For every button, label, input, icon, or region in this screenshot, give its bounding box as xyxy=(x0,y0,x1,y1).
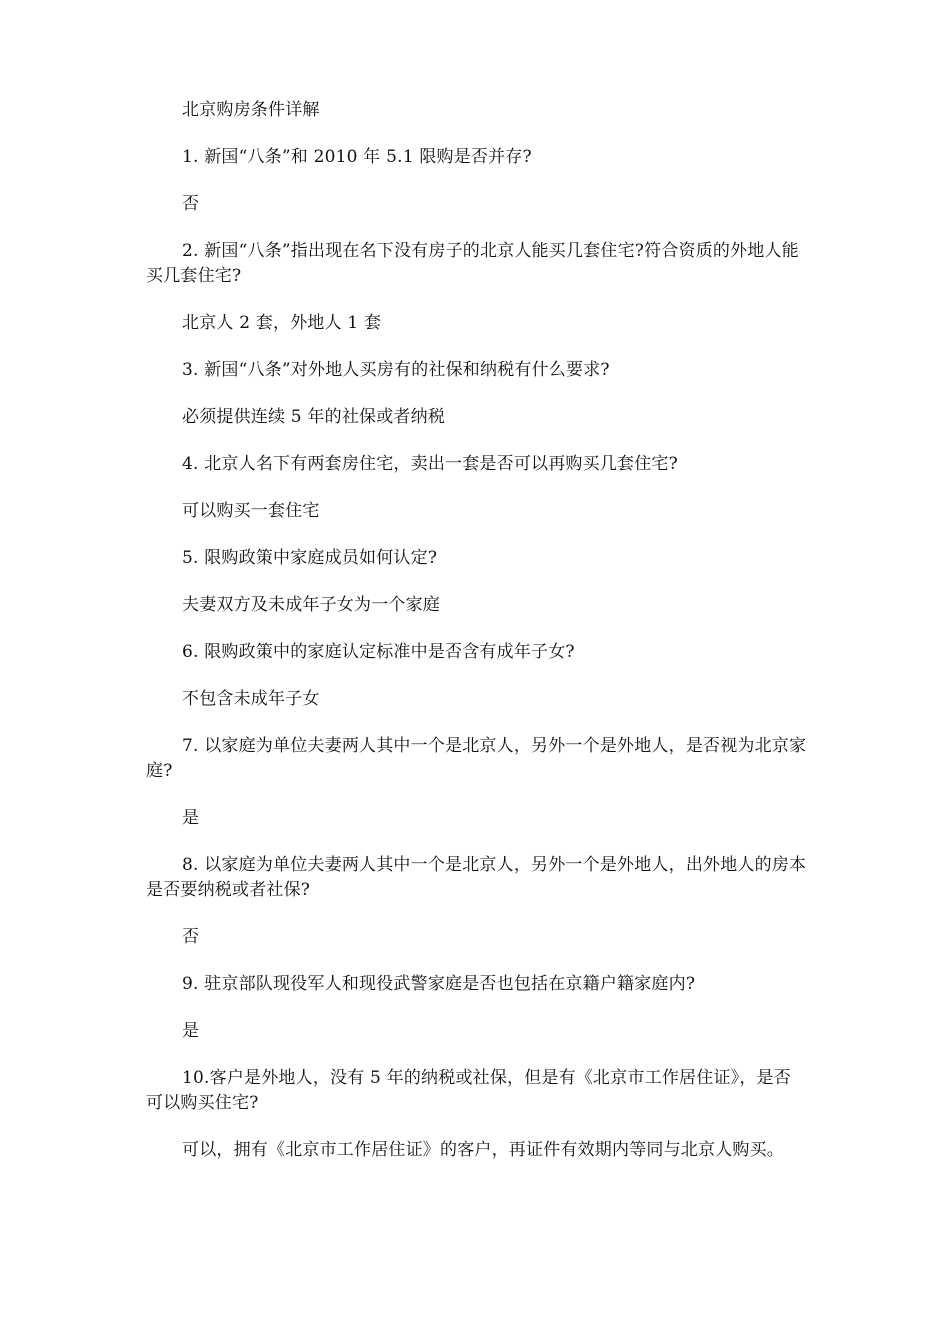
answer-4: 可以购买一套住宅 xyxy=(182,501,320,521)
question-9: 9. 驻京部队现役军人和现役武警家庭是否也包括在京籍户籍家庭内? xyxy=(182,974,696,994)
question-8: 8. 以家庭为单位夫妻两人其中一个是北京人，另外一个是外地人，出外地人的房本是否要纳税或者社保? xyxy=(146,855,807,900)
answer-8: 否 xyxy=(182,927,200,947)
answer-5: 夫妻双方及未成年子女为一个家庭 xyxy=(182,595,440,615)
question-5: 5. 限购政策中家庭成员如何认定? xyxy=(182,548,438,568)
question-1: 1. 新国“八条”和 2010 年 5.1 限购是否并存? xyxy=(182,147,532,167)
question-2: 2. 新国“八条”指出现在名下没有房子的北京人能买几套住宅?符合资质的外地人能买几套住宅? xyxy=(146,241,799,286)
answer-7: 是 xyxy=(182,808,200,828)
question-4: 4. 北京人名下有两套房住宅，卖出一套是否可以再购买几套住宅? xyxy=(182,454,678,474)
answer-3: 必须提供连续 5 年的社保或者纳税 xyxy=(182,407,446,427)
answer-10: 可以，拥有《北京市工作居住证》的客户，再证件有效期内等同与北京人购买。 xyxy=(182,1140,784,1160)
question-7: 7. 以家庭为单位夫妻两人其中一个是北京人，另外一个是外地人，是否视为北京家庭? xyxy=(146,736,807,781)
answer-6: 不包含未成年子女 xyxy=(182,689,320,709)
document-title: 北京购房条件详解 xyxy=(182,100,320,120)
question-3: 3. 新国“八条”对外地人买房有的社保和纳税有什么要求? xyxy=(182,360,610,380)
answer-2: 北京人 2 套，外地人 1 套 xyxy=(182,313,382,333)
answer-9: 是 xyxy=(182,1021,200,1041)
document-body xyxy=(146,98,808,1185)
question-6: 6. 限购政策中的家庭认定标准中是否含有成年子女? xyxy=(182,642,575,662)
question-10: 10.客户是外地人，没有 5 年的纳税或社保，但是有《北京市工作居住证》，是否可以购买住宅? xyxy=(146,1068,791,1113)
answer-1: 否 xyxy=(182,194,200,214)
